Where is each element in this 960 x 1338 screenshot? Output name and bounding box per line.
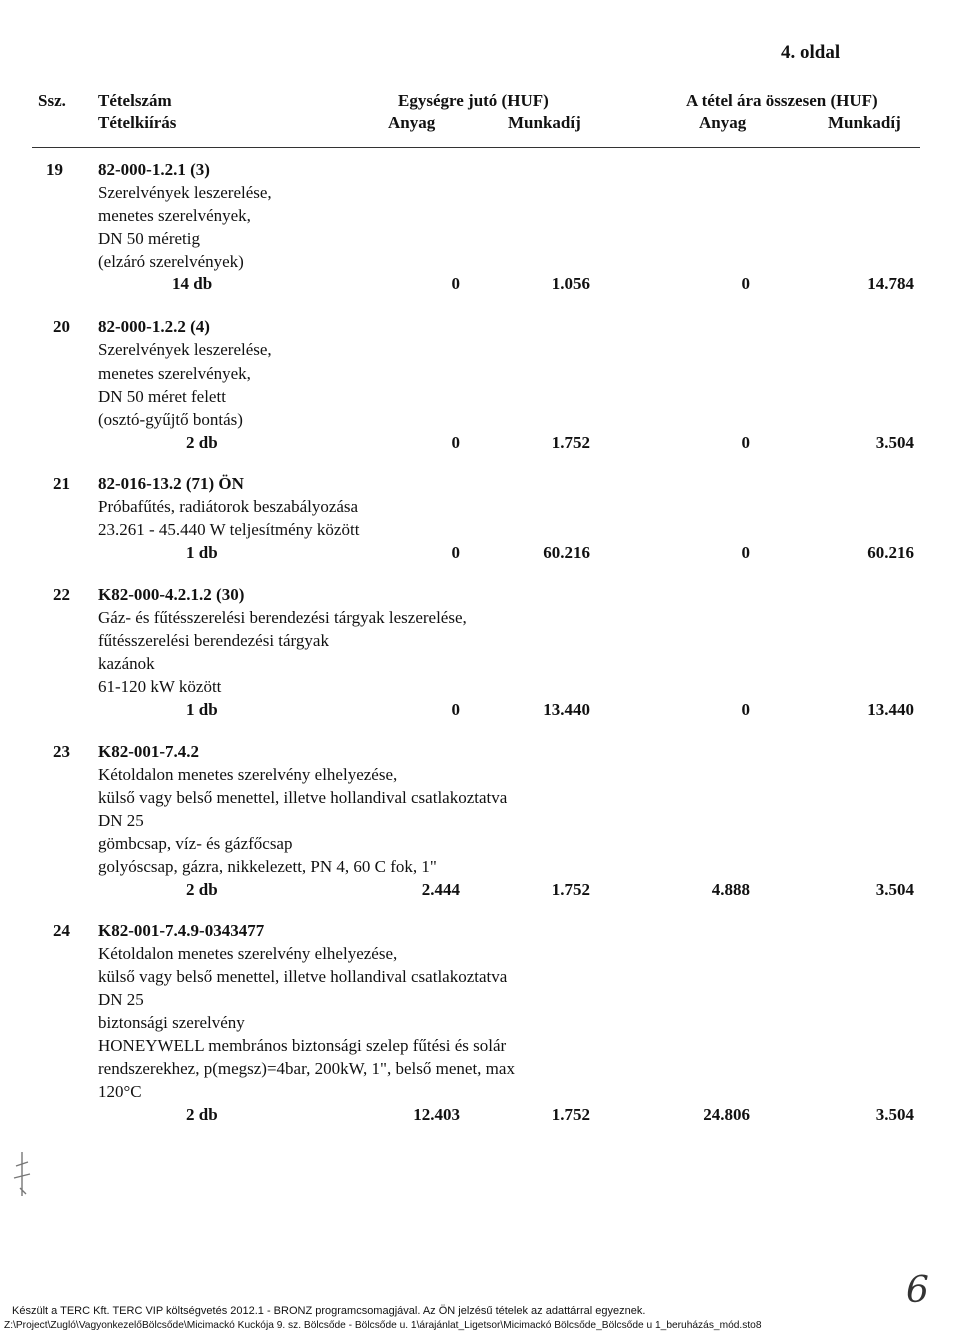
item-unit-munkadij: 1.752 [551,1105,590,1124]
item-line: Kétoldalon menetes szerelvény elhelyezése, [98,944,398,963]
item-unit-munkadij: 60.216 [543,543,590,562]
header-tetelszam: Tételszám [98,91,172,110]
item-line: rendszerekhez, p(megsz)=4bar, 200kW, 1", belső menet, max [98,1059,515,1078]
item-line: menetes szerelvények, [98,364,251,383]
item-ssz: 20 [53,317,70,336]
item-ssz: 22 [53,585,70,604]
item-line: 120°C [98,1082,142,1101]
item-total-munkadij: 13.440 [867,700,914,719]
item-line: Kétoldalon menetes szerelvény elhelyezése, [98,765,398,784]
item-code: K82-001-7.4.9-0343477 [98,921,265,940]
item-code: 82-000-1.2.1 (3) [98,160,210,179]
header-tetelkiiras: Tételkiírás [98,113,177,132]
header-unit-munkadij: Munkadíj [508,113,581,132]
item-qty: 1 db [186,700,218,719]
item-ssz: 24 [53,921,70,940]
item-total-anyag: 0 [741,700,750,719]
item-code: 82-000-1.2.2 (4) [98,317,210,336]
item-line: biztonsági szerelvény [98,1013,245,1032]
item-line: HONEYWELL membrános biztonsági szelep fűtési és solár [98,1036,507,1055]
item-total-anyag: 4.888 [711,880,750,899]
item-qty: 1 db [186,543,218,562]
item-line: külső vagy belső menettel, illetve hollandival csatlakoztatva [98,788,508,807]
item-unit-munkadij: 1.752 [551,433,590,452]
item-ssz: 23 [53,742,70,761]
item-code: 82-016-13.2 (71) ÖN [98,474,244,493]
item-ssz: 21 [53,474,70,493]
item-total-anyag: 0 [741,543,750,562]
item-unit-anyag: 0 [451,700,460,719]
header-ssz: Ssz. [38,91,66,110]
item-total-munkadij: 60.216 [867,543,914,562]
footer-line-1: Készült a TERC Kft. TERC VIP költségvetés 2012.1 - BRONZ programcsomagjával. Az ÖN jelzésű tételek az adattárral egyeznek. [12,1305,646,1317]
item-qty: 2 db [186,1105,218,1124]
item-ssz: 19 [46,160,63,179]
item-unit-munkadij: 13.440 [543,700,590,719]
item-unit-anyag: 0 [451,433,460,452]
item-line: 23.261 - 45.440 W teljesítmény között [98,520,360,539]
item-line: Szerelvények leszerelése, [98,340,272,359]
item-code: K82-001-7.4.2 [98,742,200,761]
item-line: kazánok [98,654,155,673]
item-line: gömbcsap, víz- és gázfőcsap [98,834,293,853]
item-total-munkadij: 14.784 [867,274,914,293]
item-total-anyag: 24.806 [703,1105,750,1124]
header-osszesen: A tétel ára összesen (HUF) [686,91,878,110]
item-unit-anyag: 0 [451,543,460,562]
item-qty: 2 db [186,880,218,899]
item-line: Gáz- és fűtésszerelési berendezési tárgyak leszerelése, [98,608,467,627]
item-qty: 14 db [172,274,213,293]
item-unit-munkadij: 1.752 [551,880,590,899]
header-rule [32,147,920,148]
item-total-anyag: 0 [741,274,750,293]
item-line: golyóscsap, gázra, nikkelezett, PN 4, 60 C fok, 1" [98,857,437,876]
page-label: 4. oldal [781,42,841,63]
item-line: (osztó-gyűjtő bontás) [98,410,243,429]
item-total-anyag: 0 [741,433,750,452]
handwritten-mark [8,1148,38,1200]
header-total-anyag: Anyag [699,113,747,132]
item-total-munkadij: 3.504 [875,880,914,899]
item-line: DN 50 méretig [98,229,200,248]
item-line: menetes szerelvények, [98,206,251,225]
handwritten-page-number: 6 [906,1270,929,1311]
item-total-munkadij: 3.504 [875,433,914,452]
item-line: külső vagy belső menettel, illetve hollandival csatlakoztatva [98,967,508,986]
item-unit-anyag: 0 [451,274,460,293]
header-egysegre: Egységre jutó (HUF) [398,91,549,110]
header-unit-anyag: Anyag [388,113,436,132]
item-line: DN 25 [98,990,144,1009]
item-line: DN 50 méret felett [98,387,226,406]
item-line: Szerelvények leszerelése, [98,183,272,202]
item-code: K82-000-4.2.1.2 (30) [98,585,245,604]
item-unit-anyag: 12.403 [413,1105,460,1124]
item-total-munkadij: 3.504 [875,1105,914,1124]
item-line: (elzáró szerelvények) [98,252,244,271]
item-line: fűtésszerelési berendezési tárgyak [98,631,329,650]
item-unit-anyag: 2.444 [421,880,460,899]
item-line: 61-120 kW között [98,677,222,696]
item-qty: 2 db [186,433,218,452]
item-unit-munkadij: 1.056 [551,274,590,293]
item-line: Próbafűtés, radiátorok beszabályozása [98,497,359,516]
header-total-munkadij: Munkadíj [828,113,901,132]
item-line: DN 25 [98,811,144,830]
footer-line-2: Z:\Project\Zugló\VagyonkezelőBölcsőde\Micimackó Kuckója 9. sz. Bölcsőde - Bölcsőde u. 1\árajánlat_Ligetsor\Micimackó Bölcsőde_Bölcsőde u 1_beruházás_mód.sto8 [4,1320,762,1331]
